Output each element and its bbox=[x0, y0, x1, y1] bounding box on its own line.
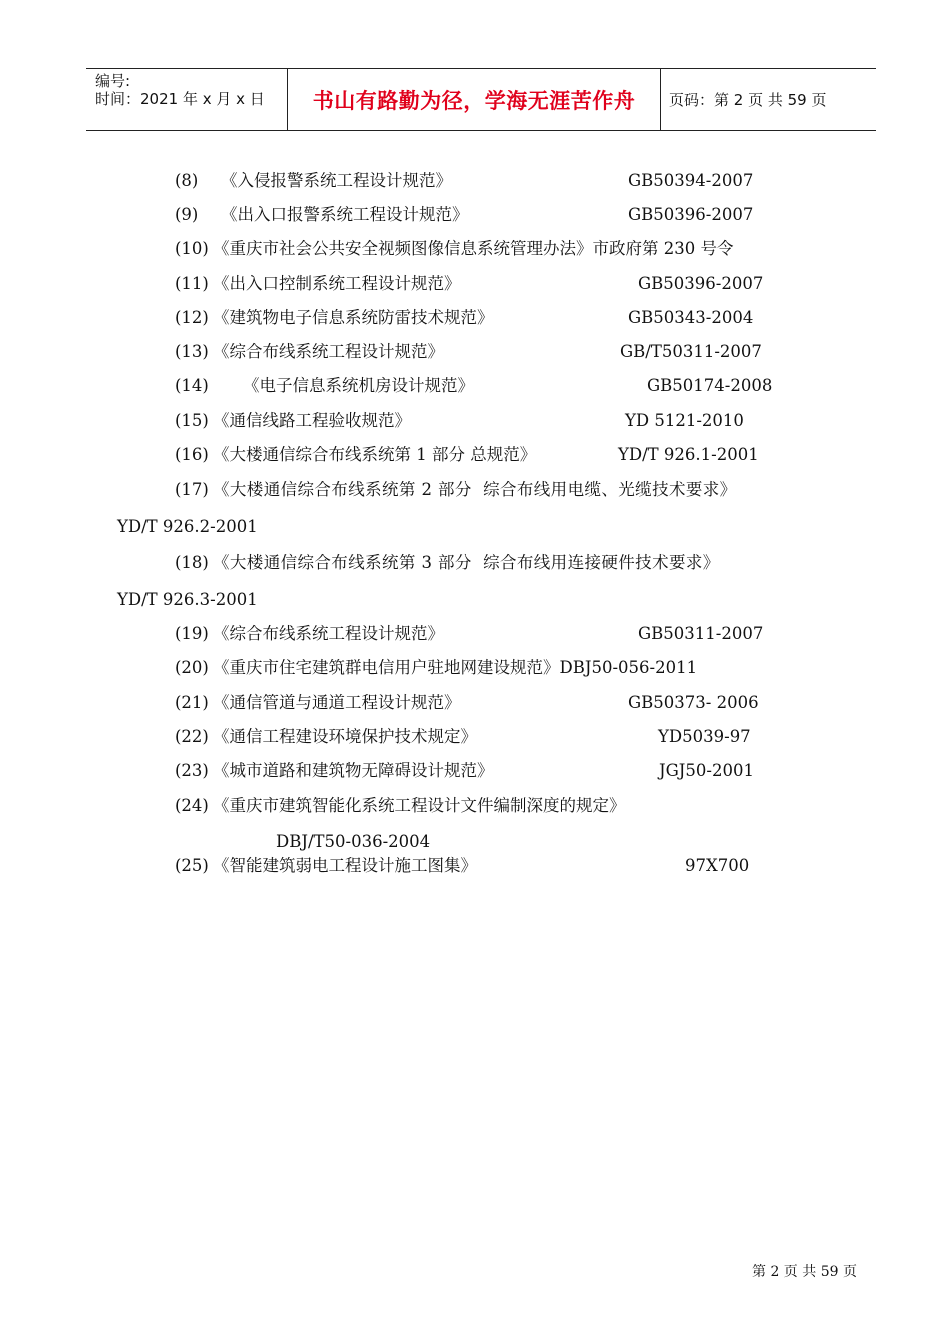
reference-code: GB50396-2007 bbox=[628, 205, 754, 224]
reference-title: 《出入口控制系统工程设计规范》 bbox=[213, 274, 461, 293]
reference-code: DBJ/T50-036-2004 bbox=[276, 832, 431, 851]
reference-title: 《重庆市社会公共安全视频图像信息系统管理办法》市政府第 230 号令 bbox=[213, 239, 734, 258]
reference-item bbox=[175, 856, 750, 956]
reference-title: 《电子信息系统机房设计规范》 bbox=[243, 376, 474, 395]
reference-code: 97X700 bbox=[685, 856, 750, 875]
reference-number: (25) bbox=[175, 856, 209, 875]
reference-title: 《出入口报警系统工程设计规范》 bbox=[221, 205, 469, 224]
header-page-number: 页码：第 2 页 共 59 页 bbox=[669, 91, 827, 109]
page-header bbox=[86, 68, 876, 131]
reference-number: (20) bbox=[175, 658, 209, 677]
reference-number: (9) bbox=[175, 205, 199, 224]
reference-code: GB/T50311-2007 bbox=[620, 342, 762, 361]
reference-code: YD5039-97 bbox=[658, 727, 751, 746]
reference-number: (17) bbox=[175, 480, 209, 499]
reference-code: YD/T 926.1-2001 bbox=[618, 445, 759, 464]
reference-code: GB50174-2008 bbox=[647, 376, 773, 395]
reference-title: 《通信工程建设环境保护技术规定》 bbox=[213, 727, 477, 746]
header-motto: 书山有路勤为径，学海无涯苦作舟 bbox=[288, 69, 661, 130]
reference-code: GB50396-2007 bbox=[638, 274, 764, 293]
reference-code: YD/T 926.3-2001 bbox=[117, 590, 258, 609]
reference-title: 《重庆市住宅建筑群电信用户驻地网建设规范》DBJ50-056-2011 bbox=[213, 658, 698, 677]
reference-number: (19) bbox=[175, 624, 209, 643]
reference-title: 《城市道路和建筑物无障碍设计规范》 bbox=[213, 761, 494, 780]
reference-title: 《智能建筑弱电工程设计施工图集》 bbox=[213, 856, 477, 875]
reference-title: 《大楼通信综合布线系统第 2 部分 综合布线用电缆、光缆技术要求》 bbox=[213, 480, 737, 499]
reference-number: (15) bbox=[175, 411, 209, 430]
reference-title: 《重庆市建筑智能化系统工程设计文件编制深度的规定》 bbox=[213, 796, 626, 815]
reference-number: (23) bbox=[175, 761, 209, 780]
page-footer: 第 2 页 共 59 页 bbox=[752, 1264, 857, 1280]
reference-title: 《通信管道与通道工程设计规范》 bbox=[213, 693, 461, 712]
reference-title: 《大楼通信综合布线系统第 3 部分 综合布线用连接硬件技术要求》 bbox=[213, 553, 720, 572]
reference-number: (24) bbox=[175, 796, 209, 815]
document-time-label: 时间：2021 年 x 月 x 日 bbox=[95, 90, 265, 108]
reference-title: 《入侵报警系统工程设计规范》 bbox=[221, 171, 452, 190]
reference-code: GB50311-2007 bbox=[638, 624, 764, 643]
header-meta-cell bbox=[86, 69, 288, 130]
reference-number: (11) bbox=[175, 274, 209, 293]
reference-title: 《综合布线系统工程设计规范》 bbox=[213, 624, 444, 643]
reference-code: GB50343-2004 bbox=[628, 308, 754, 327]
reference-code: GB50394-2007 bbox=[628, 171, 754, 190]
reference-number: (21) bbox=[175, 693, 209, 712]
reference-title: 《通信线路工程验收规范》 bbox=[213, 411, 411, 430]
reference-number: (22) bbox=[175, 727, 209, 746]
reference-number: (16) bbox=[175, 445, 209, 464]
reference-code: YD/T 926.2-2001 bbox=[117, 517, 258, 536]
reference-code: JGJ50-2001 bbox=[659, 761, 754, 780]
reference-title: 《综合布线系统工程设计规范》 bbox=[213, 342, 444, 361]
reference-title: 《大楼通信综合布线系统第 1 部分 总规范》 bbox=[213, 445, 537, 464]
reference-number: (14) bbox=[175, 376, 209, 395]
reference-number: (12) bbox=[175, 308, 209, 327]
document-number-label: 编号: bbox=[95, 72, 131, 90]
reference-number: (18) bbox=[175, 553, 209, 572]
reference-number: (8) bbox=[175, 171, 199, 190]
reference-number: (10) bbox=[175, 239, 209, 258]
reference-number: (13) bbox=[175, 342, 209, 361]
reference-code: GB50373- 2006 bbox=[628, 693, 759, 712]
reference-title: 《建筑物电子信息系统防雷技术规范》 bbox=[213, 308, 494, 327]
reference-code: YD 5121-2010 bbox=[625, 411, 744, 430]
